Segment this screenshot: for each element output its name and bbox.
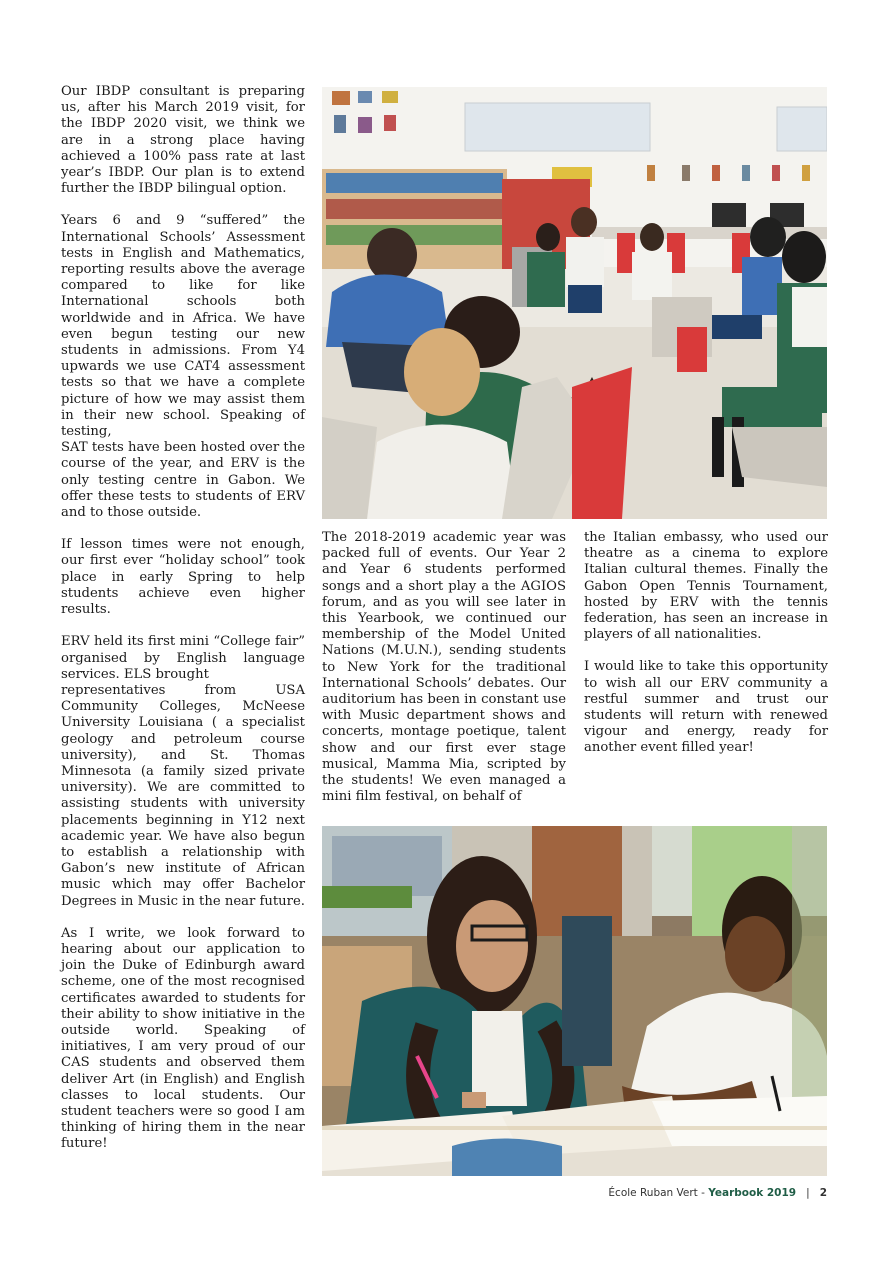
classroom-circle-photo [322, 87, 827, 519]
footer-school-name: École Ruban Vert - [608, 1187, 709, 1199]
assessment-text: Years 6 and 9 “suffered” the International Schools’ Assessment tests in English and Mathematics, reporting results above the average compared to like for like International schools both worldwide and in Africa. We have even begun testing our new students in admissions. From Y4 upwards we use CAT4 assessment tests so that we have a complete picture of how we may assist them in their new school. Speaking of testing, [61, 213, 305, 440]
sat-text: SAT tests have been hosted over the course of the year, and ERV is the only testing centre in Gabon. We offer these tests to students of ERV and to those outside. [61, 440, 305, 521]
college-fair-text: ERV held its first mini “College fair” organised by English language services. ELS brought [61, 634, 305, 682]
middle-text-column [322, 530, 566, 821]
duke-of-edinburgh-paragraph: As I write, we look forward to hearing about our application to join the Duke of Edinburgh award scheme, one of the most recognised certificates awarded to students for their ability to show initiative in the outside world. Speaking of initiatives, I am very proud of our CAS students and observed them deliver Art (in English) and English classes to local students. Our student teachers were so good I am thinking of hiring them in the near future! [61, 925, 305, 1152]
page-footer [608, 1187, 827, 1199]
college-fair-paragraph [61, 634, 305, 909]
page-number: 2 [819, 1187, 827, 1199]
events-paragraph: The 2018-2019 academic year was packed full of events. Our Year 2 and Year 6 students performed songs and a short play a the AGIOS forum, and as you will see later in this Yearbook, we continued our membership of the Model United Nations (M.U.N.), sending students to New York for the traditional International Schools’ debates. Our auditorium has been in constant use with Music department shows and concerts, montage poetique, talent show and our first ever stage musical, Mamma Mia, scripted by the students! We even managed a mini film festival, on behalf of [322, 530, 566, 805]
students-studying-photo [322, 826, 827, 1176]
left-text-column [61, 84, 305, 1169]
ibdp-paragraph: Our IBDP consultant is preparing us, after his March 2019 visit, for the IBDP 2020 visit, we think we are in a strong place having achieved a 100% pass rate at last year’s IBDP. Our plan is to extend further the IBDP bilingual option. [61, 84, 305, 197]
right-text-column [584, 530, 828, 773]
representatives-text: representatives from USA Community Colleges, McNeese University Louisiana ( a specialist geology and petroleum course university), and St. Thomas Minnesota (a family sized private university). We are committed to assisting students with university placements beginning in Y12 next academic year. We have also begun to establish a relationship with Gabon’s new institute of African music which may offer Bachelor Degrees in Music in the near future. [61, 682, 305, 909]
italian-embassy-paragraph: the Italian embassy, who used our theatre as a cinema to explore Italian cultural themes. Finally the Gabon Open Tennis Tournament, hosted by ERV with the tennis federation, has seen an increase in players of all nationalities. [584, 530, 828, 643]
assessment-paragraph [61, 213, 305, 521]
closing-paragraph: I would like to take this opportunity to wish all our ERV community a restful summer and trust our students will return with renewed vigour and energy, ready for another event filled year! [584, 659, 828, 756]
footer-yearbook-title: Yearbook 2019 [708, 1187, 797, 1199]
footer-separator: | [806, 1187, 810, 1199]
holiday-school-paragraph: If lesson times were not enough, our first ever “holiday school” took place in early Spring to help students achieve even higher results. [61, 537, 305, 618]
